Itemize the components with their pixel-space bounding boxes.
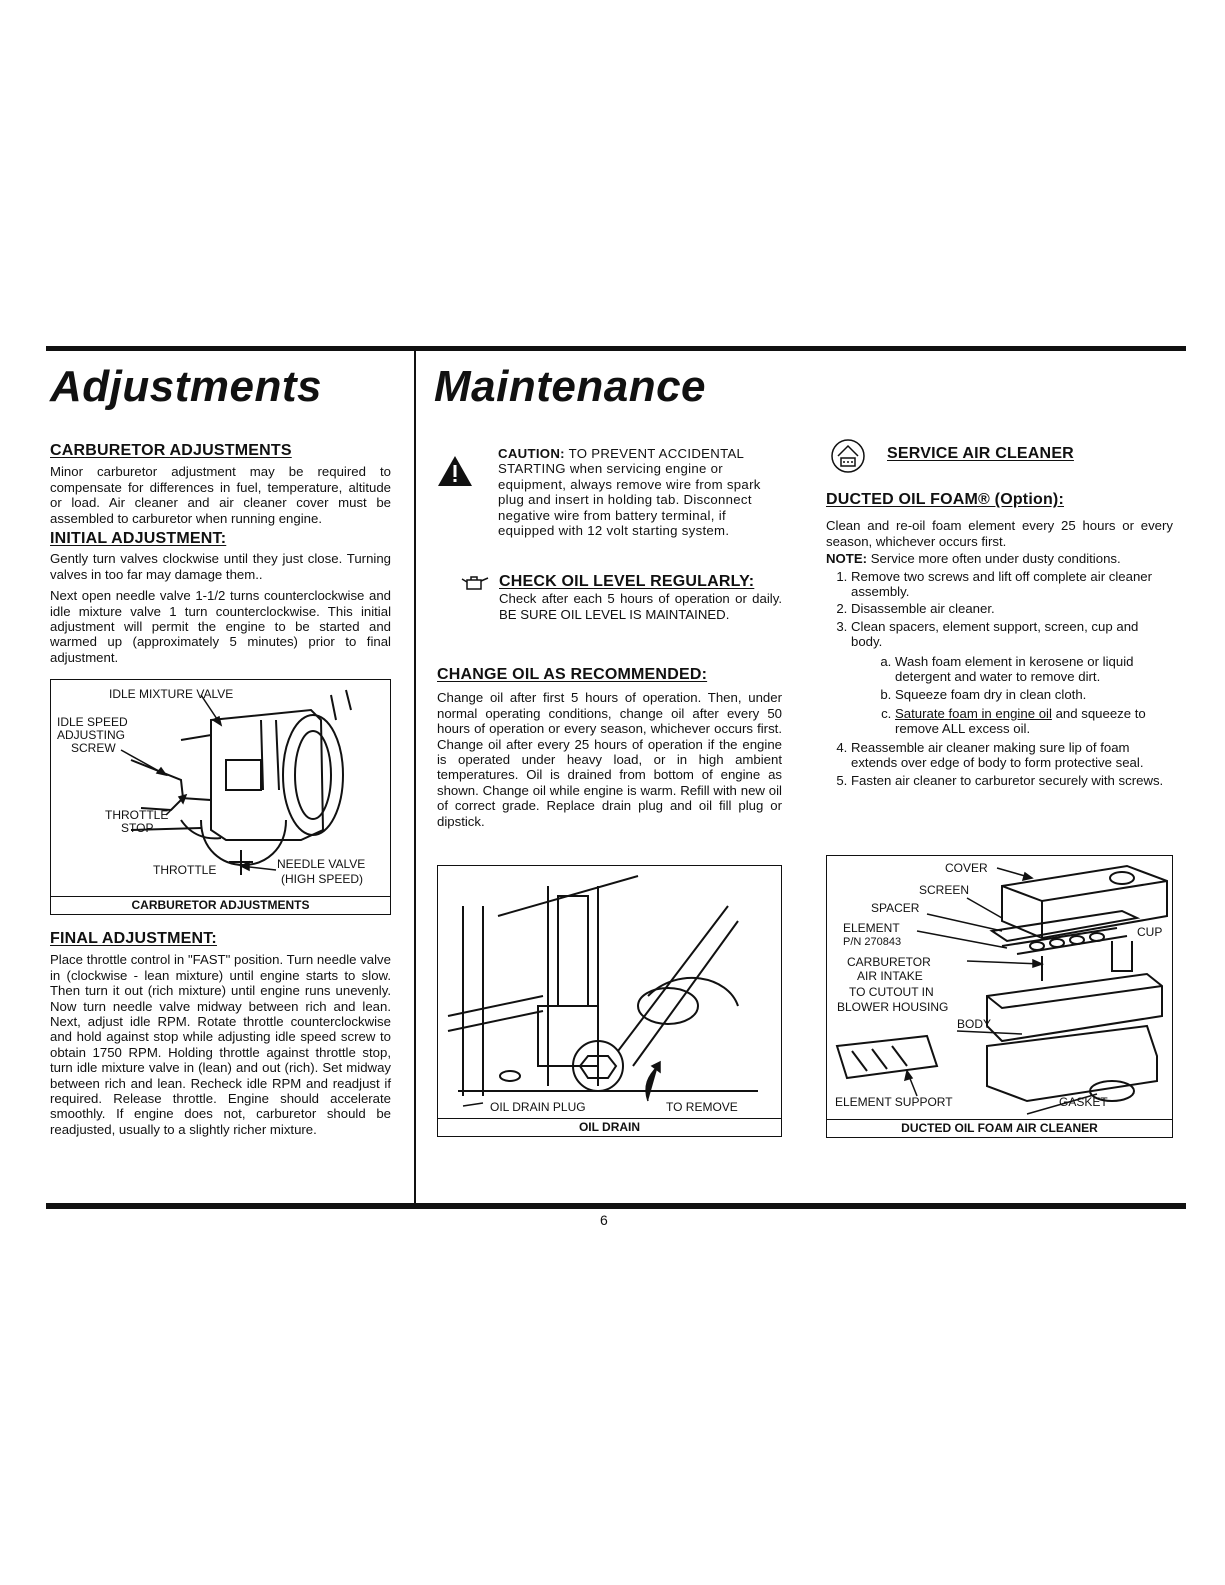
ducted-oil-foam-text: Clean and re-oil foam element every 25 hours or every season, whichever occurs first. [826, 518, 1173, 549]
step-3-substeps [851, 654, 1173, 737]
label-screen: SCREEN [919, 883, 970, 897]
step-1: 1. Remove two screws and lift off complete air cleaner assembly. [851, 569, 1173, 600]
initial-adjustment-p1: Gently turn valves clockwise until they just close. Turning valves in too far may damage them.. [50, 551, 391, 582]
label-gasket: GASKET [1059, 1095, 1108, 1109]
page-title-adjustments: Adjustments [50, 362, 322, 411]
oil-drain-figure-caption: OIL DRAIN [438, 1118, 781, 1136]
page-number: 6 [600, 1212, 608, 1228]
air-cleaner-steps [826, 569, 1173, 788]
warning-triangle-icon [437, 455, 473, 487]
step-2: 2. Disassemble air cleaner. [851, 601, 1173, 616]
service-air-cleaner-title [887, 446, 1087, 461]
label-throttle: THROTTLE [153, 863, 217, 877]
label-cup: CUP [1137, 925, 1163, 939]
label-element: ELEMENT [843, 921, 900, 935]
page-title-maintenance: Maintenance [434, 362, 707, 411]
change-oil-text: Change oil after first 5 hours of operation. Then, under normal operating conditions, change oil after every 50 hours of operation or every season, whichever occurs first. Change oil after every 25 hours of operation if the engine is operated under heavy load, or in high ambient temperatures. Oil is drained from bottom of engine as shown. Change oil while engine is warm. Refill with new oil of correct grade. Replace drain plug and oil fill plug or dipstick. [437, 690, 782, 829]
adjustments-text-top [50, 443, 391, 671]
label-part-number: P/N 270843 [843, 936, 902, 948]
bottom-rule [46, 1203, 1186, 1209]
label-body: BODY [957, 1017, 992, 1031]
change-oil-block [437, 667, 782, 835]
ducted-oil-foam-heading: DUCTED OIL FOAM® (Option): [826, 491, 1064, 508]
carburetor-adjustments-text: Minor carburetor adjustment may be required to compensate for differences in fuel, temperature, altitude or load. Air cleaner and air cleaner cover must be assembled to carburetor when running engine. [50, 464, 391, 526]
note-text: Service more often under dusty conditions. [870, 551, 1121, 567]
air-cleaner-block [826, 492, 1173, 790]
label-idle-speed-2: ADJUSTING [57, 728, 126, 742]
step-3c [895, 706, 1173, 737]
step-3 [851, 619, 1173, 737]
carburetor-figure [50, 679, 391, 915]
label-oil-drain-plug: OIL DRAIN PLUG [490, 1100, 586, 1114]
step-3b: b. Squeeze foam dry in clean cloth. [895, 687, 1173, 702]
step-3c-rest: and squeeze to remove ALL excess oil. [895, 705, 1146, 737]
air-cleaner-service-icon [829, 438, 867, 474]
label-carburetor-1: CARBURETOR [847, 955, 931, 969]
air-cleaner-figure-caption: DUCTED OIL FOAM AIR CLEANER [827, 1119, 1172, 1137]
label-carburetor-3: TO CUTOUT IN [849, 985, 934, 999]
caution-text: TO PREVENT ACCIDENTAL STARTING when servicing engine or equipment, always remove wire from spark plug and insert in holding tab. Disconnect negative wire from battery terminal, if equipped with 12 volt starting system. [498, 446, 761, 539]
carburetor-adjustments-heading: CARBURETOR ADJUSTMENTS [50, 442, 292, 459]
caution-block [498, 446, 782, 544]
carburetor-figure-caption: CARBURETOR ADJUSTMENTS [51, 896, 390, 914]
label-cover: COVER [945, 861, 988, 875]
label-carburetor-4: BLOWER HOUSING [837, 1000, 949, 1014]
label-idle-speed-3: SCREW [71, 741, 116, 755]
oil-drain-figure [437, 865, 782, 1137]
step-3c-underlined: Saturate foam in engine oil [895, 705, 1052, 721]
column-divider [414, 351, 416, 1203]
check-oil-text: Check after each 5 hours of operation or daily. BE SURE OIL LEVEL IS MAINTAINED. [499, 591, 782, 622]
label-needle-valve-1: NEEDLE VALVE [277, 857, 366, 871]
label-spacer: SPACER [871, 901, 920, 915]
label-to-remove: TO REMOVE [666, 1100, 738, 1114]
step-3a: a. Wash foam element in kerosene or liquid detergent and water to remove dirt. [895, 654, 1173, 685]
check-oil-block [499, 574, 782, 628]
change-oil-heading: CHANGE OIL AS RECOMMENDED: [437, 666, 708, 683]
oil-drain-drawing [438, 866, 780, 1120]
label-idle-speed-1: IDLE SPEED [57, 715, 128, 729]
step-4: 4. Reassemble air cleaner making sure lip of foam extends over edge of body to form protective seal. [851, 740, 1173, 771]
step-5: 5. Fasten air cleaner to carburetor securely with screws. [851, 773, 1173, 788]
final-adjustment-block [50, 931, 391, 1143]
check-oil-heading: CHECK OIL LEVEL REGULARLY: [499, 573, 755, 590]
label-idle-mixture-valve: IDLE MIXTURE VALVE [109, 687, 234, 701]
step-3-text: Clean spacers, element support, screen, cup and body. [851, 618, 1139, 650]
label-needle-valve-2: (HIGH SPEED) [281, 872, 364, 886]
service-air-cleaner-heading: SERVICE AIR CLEANER [887, 445, 1074, 462]
caution-label: CAUTION: [498, 446, 565, 461]
label-throttle-stop-2: STOP [121, 821, 154, 835]
final-adjustment-heading: FINAL ADJUSTMENT: [50, 930, 217, 947]
air-cleaner-figure [826, 855, 1173, 1138]
oil-can-icon [461, 575, 489, 591]
initial-adjustment-heading: INITIAL ADJUSTMENT: [50, 530, 227, 548]
top-rule [46, 346, 1186, 351]
label-carburetor-2: AIR INTAKE [857, 969, 923, 983]
note-label: NOTE: [826, 551, 868, 567]
initial-adjustment-p2: Next open needle valve 1-1/2 turns counterclockwise and idle mixture valve 1 turn counterclockwise. This initial adjustment will permit the engine to be started and warmed up (approximately 5 minutes) prior to final adjustment. [50, 588, 391, 665]
label-throttle-stop-1: THROTTLE [105, 808, 169, 822]
final-adjustment-text: Place throttle control in "FAST" position. Turn needle valve in (clockwise - lean mixture) until engine starts to slow. Then turn it out (rich mixture) until engine runs unevenly. Now turn needle valve midway between rich and lean. Next, adjust idle RPM. Rotate throttle counterclockwise and hold against stop while adjusting idle speed screw to obtain 1750 RPM. Holding throttle against throttle stop, turn idle mixture valve in (lean) and out (rich). Set midway between rich and lean. Recheck idle RPM and readjust if required. Release throttle. Engine should accelerate smoothly. If engine does not, carburetor should be readjusted, usually to a slightly richer mixture. [50, 952, 391, 1137]
label-element-support: ELEMENT SUPPORT [835, 1095, 953, 1109]
